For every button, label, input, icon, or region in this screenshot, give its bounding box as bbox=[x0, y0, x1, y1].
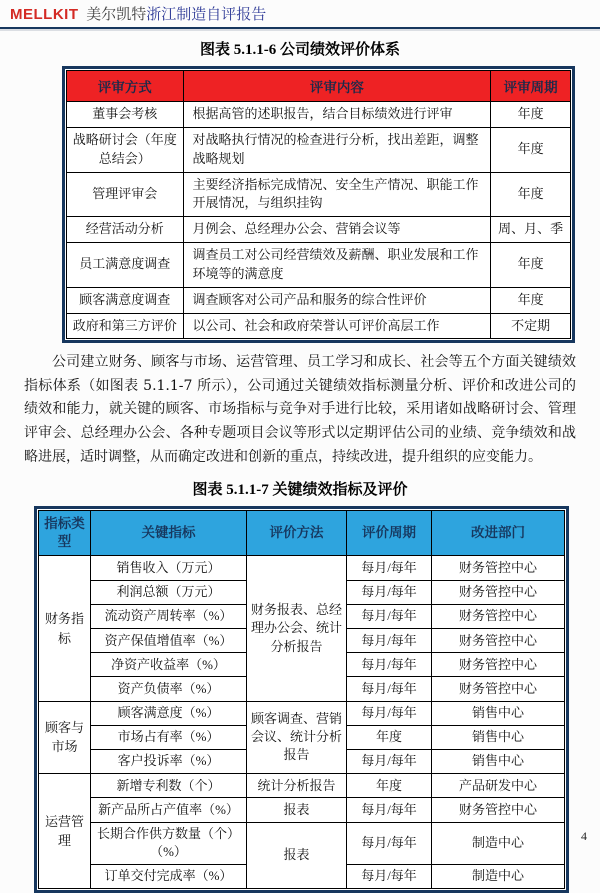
eval-method-cell: 财务报表、总经理办公会、统计分析报告 bbox=[247, 556, 347, 701]
review-method-cell: 员工满意度调查 bbox=[67, 243, 184, 288]
improve-dept-cell: 财务管控中心 bbox=[432, 629, 565, 653]
eval-period-cell: 每月/每年 bbox=[347, 580, 432, 604]
improve-dept-cell: 财务管控中心 bbox=[432, 580, 565, 604]
indicator-cell: 资产保值增值率（%） bbox=[91, 629, 247, 653]
table-row bbox=[39, 701, 565, 725]
col-header-review-content: 评审内容 bbox=[183, 71, 491, 102]
figure-caption-5-1-1-6: 图表 5.1.1-6 公司绩效评价体系 bbox=[200, 42, 400, 58]
page-header bbox=[0, 0, 600, 29]
col-header-eval-method: 评价方法 bbox=[247, 511, 347, 556]
review-content-cell: 根据高管的述职报告，结合目标绩效进行评审 bbox=[183, 102, 491, 128]
review-period-cell: 年度 bbox=[491, 102, 571, 128]
eval-period-cell: 年度 bbox=[347, 774, 432, 798]
indicator-type-cell: 运营管理 bbox=[39, 774, 91, 889]
improve-dept-cell: 销售中心 bbox=[432, 725, 565, 749]
eval-period-cell: 每月/每年 bbox=[347, 604, 432, 628]
page-number: 4 bbox=[581, 829, 587, 843]
improve-dept-cell: 制造中心 bbox=[432, 864, 565, 888]
company-logo: MELLKIT bbox=[10, 6, 79, 23]
indicator-cell: 顾客满意度（%） bbox=[91, 701, 247, 725]
improve-dept-cell: 财务管控中心 bbox=[432, 677, 565, 701]
eval-period-cell: 年度 bbox=[347, 725, 432, 749]
eval-period-cell: 每月/每年 bbox=[347, 798, 432, 822]
eval-method-cell: 报表 bbox=[247, 822, 347, 889]
review-method-cell: 战略研讨会（年度总结会） bbox=[67, 127, 184, 172]
eval-method-cell: 统计分析报告 bbox=[247, 774, 347, 798]
improve-dept-cell: 销售中心 bbox=[432, 701, 565, 725]
indicator-cell: 客户投诉率（%） bbox=[91, 749, 247, 773]
review-period-cell: 周、月、季 bbox=[491, 217, 571, 243]
table-header-row bbox=[39, 511, 565, 556]
performance-review-table bbox=[62, 66, 575, 343]
col-header-indicator-type: 指标类型 bbox=[39, 511, 91, 556]
figure-caption-5-1-1-7: 图表 5.1.1-7 关键绩效指标及评价 bbox=[192, 482, 408, 499]
review-period-cell: 年度 bbox=[491, 172, 571, 217]
eval-period-cell: 每月/每年 bbox=[347, 749, 432, 773]
improve-dept-cell: 财务管控中心 bbox=[432, 556, 565, 580]
review-period-cell: 不定期 bbox=[491, 313, 571, 339]
review-method-cell: 顾客满意度调查 bbox=[67, 287, 184, 313]
report-title: 浙江制造自评报告 bbox=[146, 7, 267, 23]
col-header-eval-period: 评价周期 bbox=[347, 511, 432, 556]
indicator-type-cell: 顾客与市场 bbox=[39, 701, 91, 774]
review-content-cell: 调查员工对公司经营绩效及薪酬、职业发展和工作环境等的满意度 bbox=[183, 243, 491, 288]
review-method-cell: 董事会考核 bbox=[67, 102, 184, 128]
indicator-type-cell: 财务指标 bbox=[39, 556, 91, 701]
eval-method-cell: 顾客调查、营销会议、统计分析报告 bbox=[247, 701, 347, 774]
indicator-cell: 订单交付完成率（%） bbox=[91, 864, 247, 888]
indicator-cell: 市场占有率（%） bbox=[91, 725, 247, 749]
indicator-cell: 流动资产周转率（%） bbox=[91, 604, 247, 628]
indicator-cell: 销售收入（万元） bbox=[91, 556, 247, 580]
eval-period-cell: 每月/每年 bbox=[347, 701, 432, 725]
indicator-cell: 资产负债率（%） bbox=[91, 677, 247, 701]
improve-dept-cell: 财务管控中心 bbox=[432, 604, 565, 628]
brand-name: 美尔凯特 bbox=[86, 7, 147, 23]
table-row bbox=[39, 774, 565, 798]
col-header-improve-dept: 改进部门 bbox=[432, 511, 565, 556]
improve-dept-cell: 制造中心 bbox=[432, 822, 565, 864]
eval-method-cell: 报表 bbox=[247, 798, 347, 822]
eval-period-cell: 每月/每年 bbox=[347, 556, 432, 580]
eval-period-cell: 每月/每年 bbox=[347, 864, 432, 888]
improve-dept-cell: 财务管控中心 bbox=[432, 653, 565, 677]
review-period-cell: 年度 bbox=[491, 287, 571, 313]
review-method-cell: 经营活动分析 bbox=[67, 217, 184, 243]
col-header-review-period: 评审周期 bbox=[491, 71, 571, 102]
indicator-cell: 新产品所占产值率（%） bbox=[91, 798, 247, 822]
table-row bbox=[67, 313, 571, 339]
eval-period-cell: 每月/每年 bbox=[347, 629, 432, 653]
table-row bbox=[39, 556, 565, 580]
review-content-cell: 以公司、社会和政府荣誉认可评价高层工作 bbox=[183, 313, 491, 339]
col-header-review-method: 评审方式 bbox=[67, 71, 184, 102]
indicator-cell: 净资产收益率（%） bbox=[91, 653, 247, 677]
review-method-cell: 政府和第三方评价 bbox=[67, 313, 184, 339]
review-content-cell: 调查顾客对公司产品和服务的综合性评价 bbox=[183, 287, 491, 313]
review-content-cell: 月例会、总经理办公会、营销会议等 bbox=[183, 217, 491, 243]
col-header-key-indicator: 关键指标 bbox=[91, 511, 247, 556]
kpi-table bbox=[34, 506, 569, 893]
review-period-cell: 年度 bbox=[491, 127, 571, 172]
review-content-cell: 对战略执行情况的检查进行分析，找出差距，调整战略规划 bbox=[183, 127, 491, 172]
improve-dept-cell: 产品研发中心 bbox=[432, 774, 565, 798]
improve-dept-cell: 销售中心 bbox=[432, 749, 565, 773]
table-row bbox=[67, 243, 571, 288]
eval-period-cell: 每月/每年 bbox=[347, 653, 432, 677]
table-row bbox=[67, 127, 571, 172]
indicator-cell: 利润总额（万元） bbox=[91, 580, 247, 604]
table-header-row bbox=[67, 71, 571, 102]
table-row bbox=[39, 798, 565, 822]
table-row bbox=[39, 822, 565, 864]
table-row bbox=[67, 217, 571, 243]
table-row bbox=[67, 172, 571, 217]
table-row bbox=[67, 287, 571, 313]
table-row bbox=[67, 102, 571, 128]
indicator-cell: 长期合作供方数量（个）（%） bbox=[91, 822, 247, 864]
review-content-cell: 主要经济指标完成情况、安全生产情况、职能工作开展情况，与组织挂钩 bbox=[183, 172, 491, 217]
body-paragraph: 公司建立财务、顾客与市场、运营管理、员工学习和成长、社会等五个方面关键绩效指标体系（如图表 5.1.1-7 所示），公司通过关键绩效指标测量分析、评价和改进公司的绩效和能力，就关键的顾客、市场指标与竞争对手进行比较，采用诸如战略研讨会、管理评审会、总经理办公会、各种专题项目会议等形式以定期评估公司的业绩、竞争绩效和战略进展，适时调整，从而确定改进和创新的重点，持续改进，提升组织的应变能力。 bbox=[24, 354, 576, 465]
eval-period-cell: 每月/每年 bbox=[347, 822, 432, 864]
indicator-cell: 新增专利数（个） bbox=[91, 774, 247, 798]
eval-period-cell: 每月/每年 bbox=[347, 677, 432, 701]
review-period-cell: 年度 bbox=[491, 243, 571, 288]
review-method-cell: 管理评审会 bbox=[67, 172, 184, 217]
improve-dept-cell: 财务管控中心 bbox=[432, 798, 565, 822]
